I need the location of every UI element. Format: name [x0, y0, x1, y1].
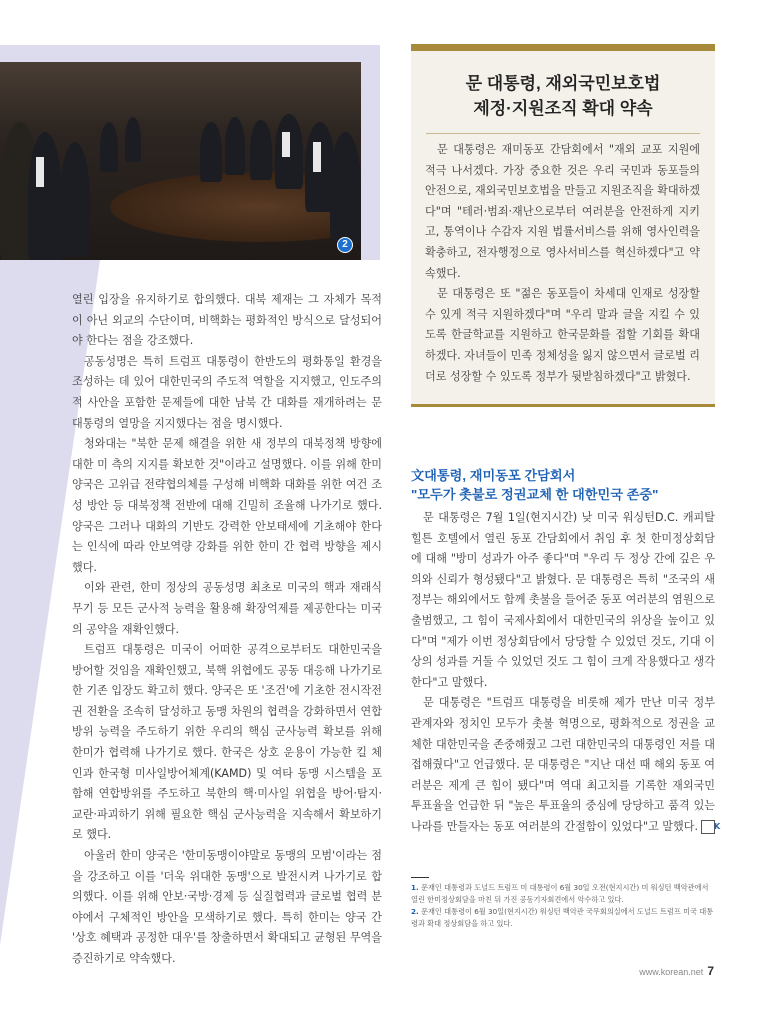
article-paragraph: 문 대통령은 7월 1일(현지시간) 낮 미국 워싱턴D.C. 캐피탈힐튼 호텔에서 열린 동포 간담회에서 취임 후 첫 한미정상회담에 대해 "방미 성과가 아주 좋다"며 "우리 두 정상 간에 깊은 우의와 신뢰가 형성됐다"고 밝혔다. 문 대통령은 특히 "조국의 새 정부는 해외에서도 함께 촛불을 들어준 동포 여러분의 염원으로 출범했고, 그 힘이 국제사회에서 대한민국의 위상을 높이고 있다"며 "제가 이번 정상회담에서 당당할 수 있었던 것도, 기대 이상의 성과를 거둘 수 있었던 것도 그 힘이 크게 작용했다고 생각한다"고 말했다. [411, 511, 715, 689]
page-number: 7 [707, 964, 714, 978]
paragraph: 아울러 한미 양국은 '한미동맹이야말로 동맹의 모범'이라는 점을 강조하고 이를 '더욱 위대한 동맹'으로 발전시켜 나가기로 합의했다. 이를 위해 안보·국방·경제 등 실질협력과 글로벌 협력 분야에서 구체적인 방안을 모색하기로 했다. 특히 한미는 양국 간 '상호 혜택과 공정한 대우'를 창출하면서 확대되고 균형된 무역을 증진하기로 약속했다. [72, 849, 382, 965]
box-paragraph: 문 대통령은 재미동포 간담회에서 "재외 교포 지원에 적극 나서겠다. 가장 중요한 것은 우리 국민과 동포들의 안전으로, 재외국민보호법을 만들고 지원조직을 확대하겠다"며 "테러·범죄·재난으로부터 여러분을 안전하게 지키고, 통역이나 수감자 지원 법률서비스를 위해 영사인력을 확충하고, 전자행정으로 영사서비스를 혁신하겠다"고 약속했다. [425, 143, 700, 280]
footer-site: www.korean.net [639, 967, 704, 977]
article [411, 466, 721, 838]
box-body [425, 140, 700, 387]
end-mark-icon: K [701, 820, 715, 834]
box-title-line2: 제정·지원조직 확대 약속 [473, 99, 653, 118]
article-heading-line2: "모두가 촛불로 정권교체 한 대한민국 존중" [411, 487, 659, 502]
meeting-photo [0, 62, 361, 260]
page-footer [639, 964, 714, 978]
footnote-number: 2. [411, 907, 419, 916]
article-body [411, 508, 721, 838]
paragraph: 열린 입장을 유지하기로 합의했다. 대북 제재는 그 자체가 목적이 아닌 외교의 수단이며, 비핵화는 평화적인 방식으로 달성되어야 한다는 점을 강조했다. [72, 293, 382, 348]
article-heading [411, 466, 715, 504]
left-column-text [72, 290, 382, 970]
footnotes [411, 882, 715, 930]
paragraph: 공동성명은 특히 트럼프 대통령이 한반도의 평화통일 환경을 조성하는 데 있어 대한민국의 주도적 역할을 지지했고, 인도주의적 사안을 포함한 문제들에 대한 남북 간 대화를 재개하려는 문 대통령의 열망을 지지했다는 점을 명시했다. [72, 354, 382, 430]
paragraph: 이와 관련, 한미 정상의 공동성명 최초로 미국의 핵과 재래식 무기 등 모든 군사적 능력을 활용해 확장억제를 제공한다는 미국의 공약을 재확인했다. [72, 581, 382, 636]
sidebar-box [411, 44, 715, 407]
footnote-text: 문재인 대통령이 6월 30일(현지시간) 워싱턴 백악관 국무회의실에서 도널드 트럼프 미국 대통령과 확대 정상회담을 하고 있다. [411, 907, 714, 928]
footnote [411, 906, 715, 929]
box-paragraph: 문 대통령은 또 "젊은 동포들이 차세대 인재로 성장할 수 있게 적극 지원하겠다"며 "우리 말과 글을 지킬 수 있도록 한글학교를 지원하고 한국문화를 접할 기회를 확대하겠다. 자녀들이 민족 정체성을 잃지 않으면서 글로벌 리더로 성장할 수 있도록 정부가 뒷받침하겠다"고 밝혔다. [425, 287, 700, 383]
paragraph: 청와대는 "북한 문제 해결을 위한 새 정부의 대북정책 방향에 대한 미 측의 지지를 확보한 것"이라고 설명했다. 이를 위해 한미 양국은 고위급 전략협의체를 구성해 비핵화 대화를 위한 여건 조성 방안 등 대북정책 전반에 대해 긴밀히 조율해 나가기로 했다. 양국은 그러나 대화의 기반도 강력한 안보태세에 기초해야 한다는 인식에 따라 안보역량 강화를 위한 한미 간 협력 방향을 제시했다. [72, 437, 382, 574]
photo-number-badge: 2 [337, 237, 353, 253]
box-divider [426, 133, 700, 134]
paragraph: 트럼프 대통령은 미국이 어떠한 공격으로부터도 대한민국을 방어할 것임을 재확인했고, 북핵 위협에도 공동 대응해 나가기로 한 기존 입장도 확고히 했다. 양국은 또 '조건'에 기초한 전시작전권 전환을 조속히 달성하고 동맹 차원의 협력을 강화하면서 연합방위 능력을 주도하기 위한 우리의 핵심 군사능력 확보를 위해 한미가 협력해 나가기로 했다. 한국은 상호 운용이 가능한 킬 체인과 한국형 미사일방어체계(KAMD) 및 여타 동맹 시스템을 포함해 연합방위를 주도하고 북한의 핵·미사일 위협을 방어·탐지·교란·파괴하기 위해 필요한 핵심 군사능력을 지속해서 확보하기로 했다. [72, 643, 382, 842]
article-heading-line1: 文대통령, 재미동포 간담회서 [411, 468, 576, 483]
footnote-text: 문재인 대통령과 도널드 트럼프 미 대통령이 6월 30일 오전(현지시간) 미 워싱턴 백악관에서 열린 한미정상회담을 마친 뒤 가진 공동기자회견에서 악수하고 있다. [411, 883, 709, 904]
article-paragraph [411, 693, 721, 837]
box-title [411, 71, 715, 121]
footnote-rule [411, 877, 429, 878]
box-title-line1: 문 대통령, 재외국민보호법 [465, 74, 661, 93]
footnote-number: 1. [411, 883, 419, 892]
footnote [411, 882, 715, 905]
article-paragraph-text: 문 대통령은 "트럼프 대통령을 비롯해 제가 만난 미국 정부 관계자와 정치인 모두가 촛불 혁명으로, 평화적으로 정권을 교체한 대한민국을 존중해줬고 그런 대한민국의 대통령인 저를 대접해줬다"고 언급했다. 문 대통령은 "지난 대선 때 해외 동포 여러분은 제게 큰 힘이 됐다"며 역대 최고치를 기록한 재외국민 투표율을 언급한 뒤 "높은 투표율의 중심에 당당하고 품격 있는 나라를 만들자는 동포 여러분의 간절함이 있었다"고 말했다. [411, 696, 715, 833]
